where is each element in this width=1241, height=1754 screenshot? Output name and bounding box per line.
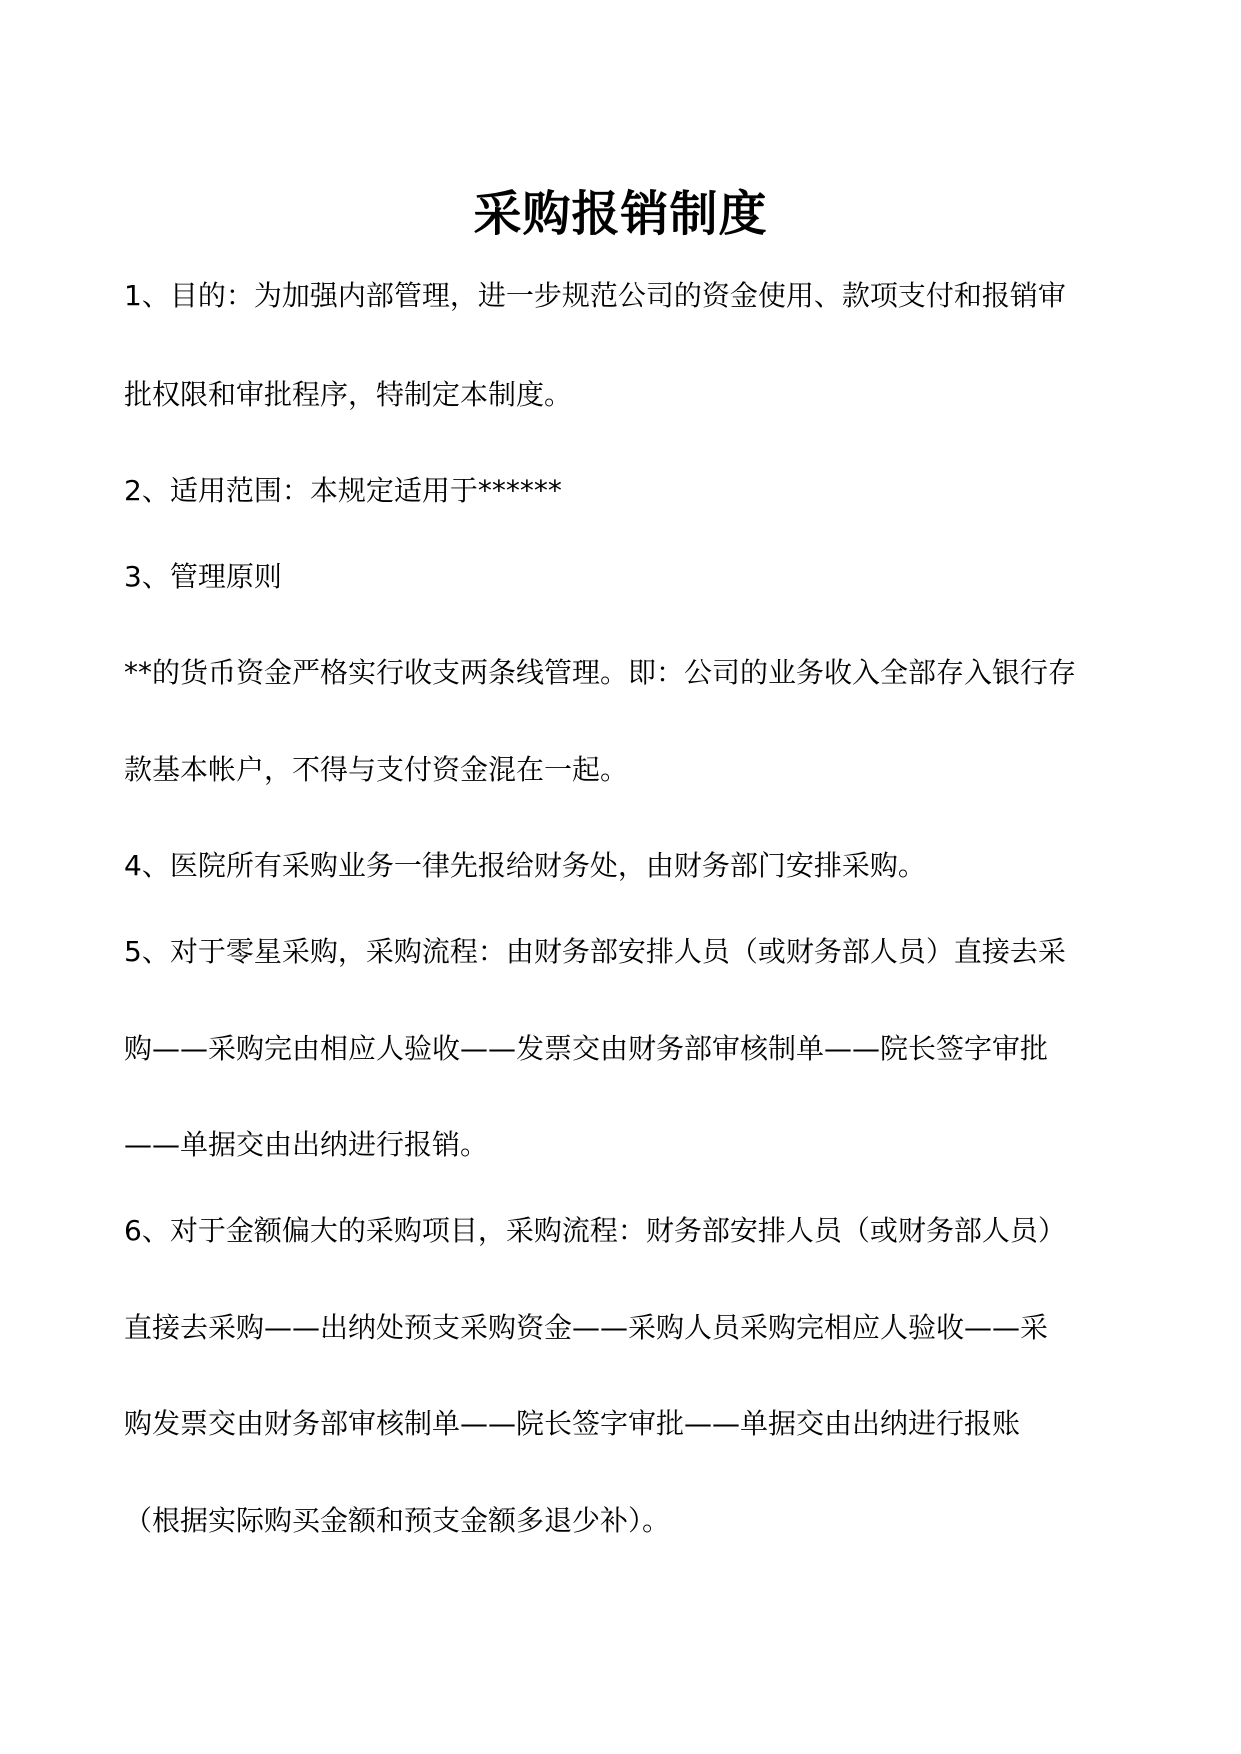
hospital-procurement-line: 4、医院所有采购业务一律先报给财务处，由财务部门安排采购。: [124, 849, 926, 882]
purpose-line-1: 1、目的：为加强内部管理，进一步规范公司的资金使用、款项支付和报销审: [124, 279, 1066, 312]
purpose-line-2: 批权限和审批程序，特制定本制度。: [124, 378, 573, 411]
principle-heading: 3、管理原则: [124, 560, 282, 593]
small-purchase-line-3: ——单据交由出纳进行报销。: [124, 1128, 489, 1161]
principle-line-1: **的货币资金严格实行收支两条线管理。即：公司的业务收入全部存入银行存: [124, 656, 1077, 689]
small-purchase-line-2: 购——采购完由相应人验收——发票交由财务部审核制单——院长签字审批: [124, 1032, 1049, 1065]
large-purchase-line-2: 直接去采购——出纳处预支采购资金——采购人员采购完相应人验收——采: [124, 1311, 1049, 1344]
small-purchase-line-1: 5、对于零星采购，采购流程：由财务部安排人员（或财务部人员）直接去采: [124, 935, 1066, 968]
large-purchase-line-4: （根据实际购买金额和预支金额多退少补）。: [124, 1504, 671, 1537]
scope-line: 2、适用范围：本规定适用于******: [124, 474, 562, 507]
large-purchase-line-3: 购发票交由财务部审核制单——院长签字审批——单据交由出纳进行报账: [124, 1407, 1021, 1440]
principle-line-2: 款基本帐户，不得与支付资金混在一起。: [124, 753, 629, 786]
document-title: 采购报销制度: [473, 186, 768, 242]
large-purchase-line-1: 6、对于金额偏大的采购项目，采购流程：财务部安排人员（或财务部人员）: [124, 1214, 1066, 1247]
